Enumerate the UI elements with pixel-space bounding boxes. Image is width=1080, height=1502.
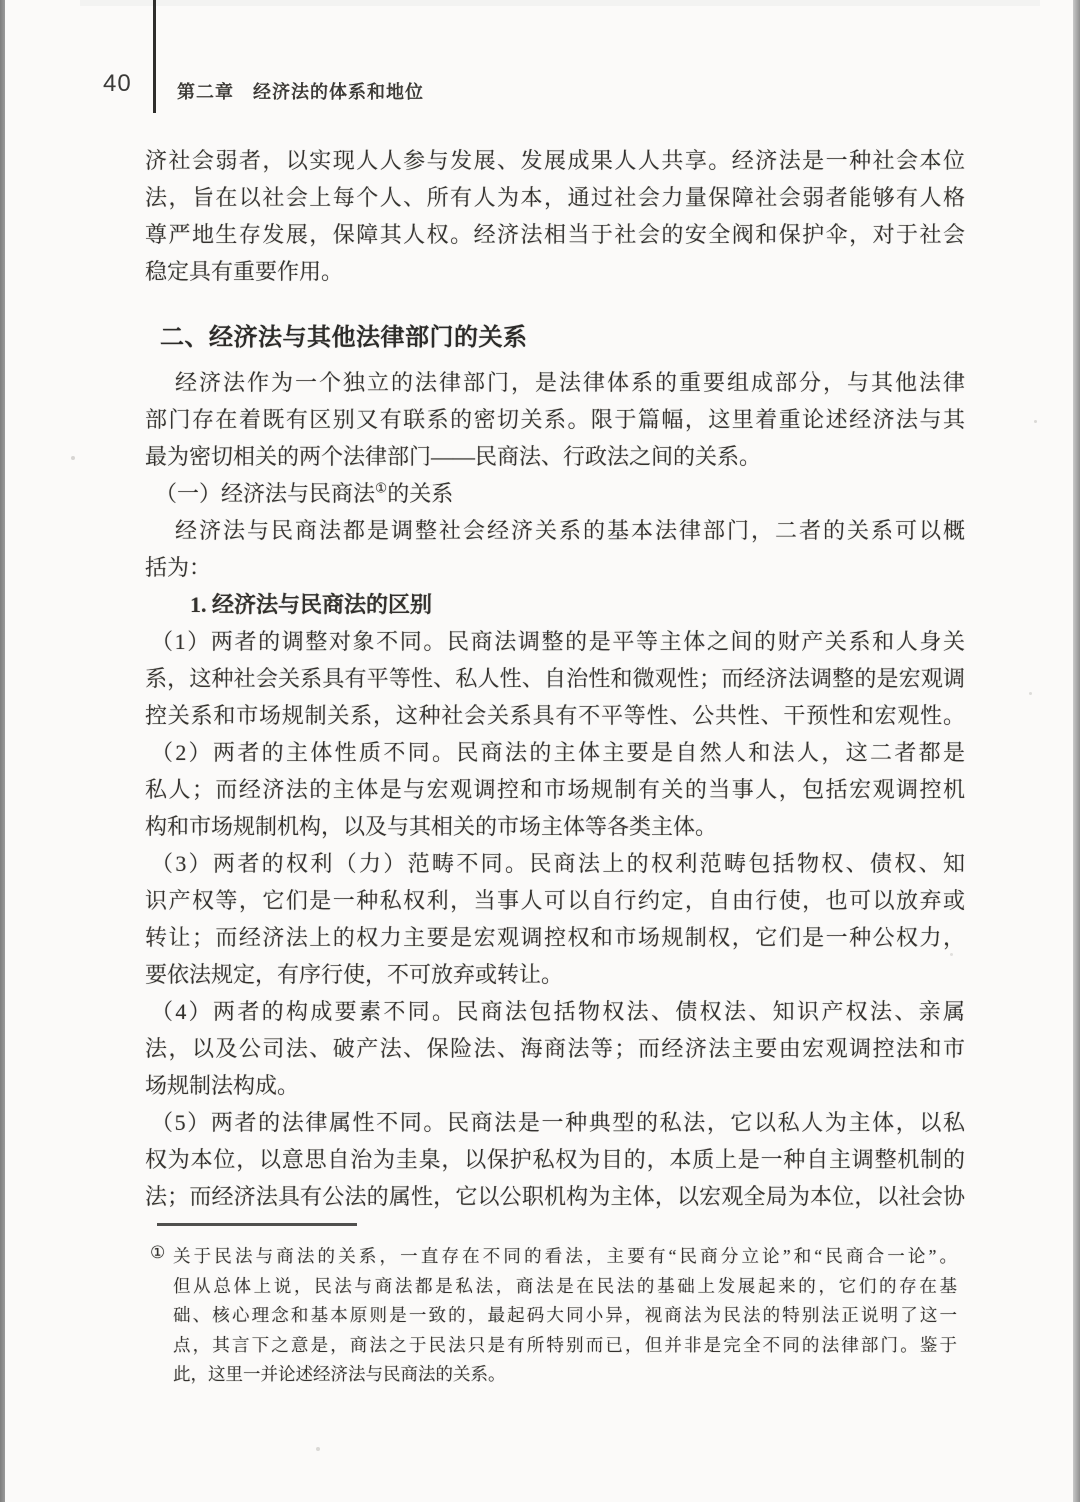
footnote-reference: ① — [375, 480, 388, 496]
footnote-line: 础、核心理念和基本原则是一致的，最起码大同小异，视商法为民法的特别法正说明了这一 — [173, 1305, 957, 1325]
scan-top-band — [80, 0, 1040, 6]
body-line: 经济法与民商法都是调整社会经济关系的基本法律部门，二者的关系可以概 — [175, 518, 965, 543]
body-line: （4）两者的构成要素不同。民商法包括物权法、债权法、知识产权法、亲属 — [151, 999, 965, 1024]
body-line: 权为本位，以意思自治为圭臬，以保护私权为目的，本质上是一种自主调整机制的 — [145, 1147, 965, 1172]
body-line: 要依法规定，有序行使，不可放弃或转让。 — [145, 962, 564, 987]
scan-speck — [316, 1447, 320, 1451]
scan-speck — [1034, 420, 1037, 423]
page-number: 40 — [103, 70, 132, 97]
body-line: 尊严地生存发展，保障其人权。经济法相当于社会的安全阀和保护伞，对于社会 — [145, 222, 965, 247]
scan-edge-left — [0, 0, 5, 1502]
body-line: 法，旨在以社会上每个人、所有人为本，通过社会力量保障社会弱者能够有人格 — [145, 185, 965, 210]
body-line: （2）两者的主体性质不同。民商法的主体主要是自然人和法人，这二者都是 — [151, 740, 965, 765]
subsection-heading-suffix: 的关系 — [387, 481, 454, 506]
body-line: 识产权等，它们是一种私权利，当事人可以自行约定，自由行使，也可以放弃或 — [145, 888, 965, 913]
body-line: （3）两者的权利（力）范畴不同。民商法上的权利范畴包括物权、债权、知 — [151, 851, 965, 876]
chapter-divider-rule — [153, 0, 156, 113]
body-line: 经济法作为一个独立的法律部门，是法律体系的重要组成部分，与其他法律 — [175, 370, 965, 395]
body-line: 稳定具有重要作用。 — [145, 259, 344, 284]
footnote-line: 点，其言下之意是，商法之于民法只是有所特别而已，但并非是完全不同的法律部门。鉴于 — [173, 1334, 957, 1355]
body-line: 构和市场规制机构，以及与其相关的市场主体等各类主体。 — [145, 814, 718, 839]
scan-speck — [950, 953, 953, 956]
body-line: 私人；而经济法的主体是与宏观调控和市场规制有关的当事人，包括宏观调控机 — [145, 777, 965, 802]
body-line: 最为密切相关的两个法律部门——民商法、行政法之间的关系。 — [145, 444, 762, 469]
section-heading: 二、经济法与其他法律部门的关系 — [160, 325, 528, 351]
body-line: 转让；而经济法上的权力主要是宏观调控权和市场规制权，它们是一种公权力， — [145, 925, 965, 950]
body-line: 场规制法构成。 — [145, 1073, 300, 1098]
scan-edge-right — [1073, 0, 1080, 1502]
point-heading: 1. 经济法与民商法的区别 — [190, 592, 433, 617]
page-body — [145, 142, 965, 1390]
footnote-marker: ① — [150, 1243, 166, 1262]
footnote-line: 关于民法与商法的关系，一直存在不同的看法，主要有“民商分立论”和“民商合一论”。 — [173, 1246, 957, 1266]
scan-speck — [71, 456, 75, 460]
body-line: 法；而经济法具有公法的属性，它以公职机构为主体，以宏观全局为本位，以社会协 — [145, 1184, 965, 1209]
subsection-heading — [145, 475, 965, 512]
scan-speck — [1029, 692, 1032, 695]
subsection-heading-text: （一）经济法与民商法 — [155, 481, 376, 506]
footnote-line: 此，这里一并论述经济法与民商法的关系。 — [173, 1364, 506, 1384]
body-line: 法，以及公司法、破产法、保险法、海商法等；而经济法主要由宏观调控法和市 — [145, 1036, 965, 1061]
body-line: 济社会弱者，以实现人人参与发展、发展成果人人共享。经济法是一种社会本位 — [145, 148, 965, 173]
body-line: 括为： — [145, 555, 212, 580]
footnote — [145, 1242, 957, 1390]
body-line: （1）两者的调整对象不同。民商法调整的是平等主体之间的财产关系和人身关 — [151, 629, 965, 654]
body-line: 控关系和市场规制关系，这种社会关系具有不平等性、公共性、干预性和宏观性。 — [145, 703, 965, 728]
footnote-line: 但从总体上说，民法与商法都是私法，商法是在民法的基础上发展起来的，它们的存在基 — [173, 1275, 957, 1296]
body-line: 系，这种社会关系具有平等性、私人性、自治性和微观性；而经济法调整的是宏观调 — [145, 666, 965, 691]
footnote-separator — [157, 1223, 357, 1226]
chapter-header: 第二章 经济法的体系和地位 — [177, 82, 424, 102]
body-line: （5）两者的法律属性不同。民商法是一种典型的私法，它以私人为主体，以私 — [151, 1110, 965, 1135]
body-line: 部门存在着既有区别又有联系的密切关系。限于篇幅，这里着重论述经济法与其 — [145, 407, 965, 432]
